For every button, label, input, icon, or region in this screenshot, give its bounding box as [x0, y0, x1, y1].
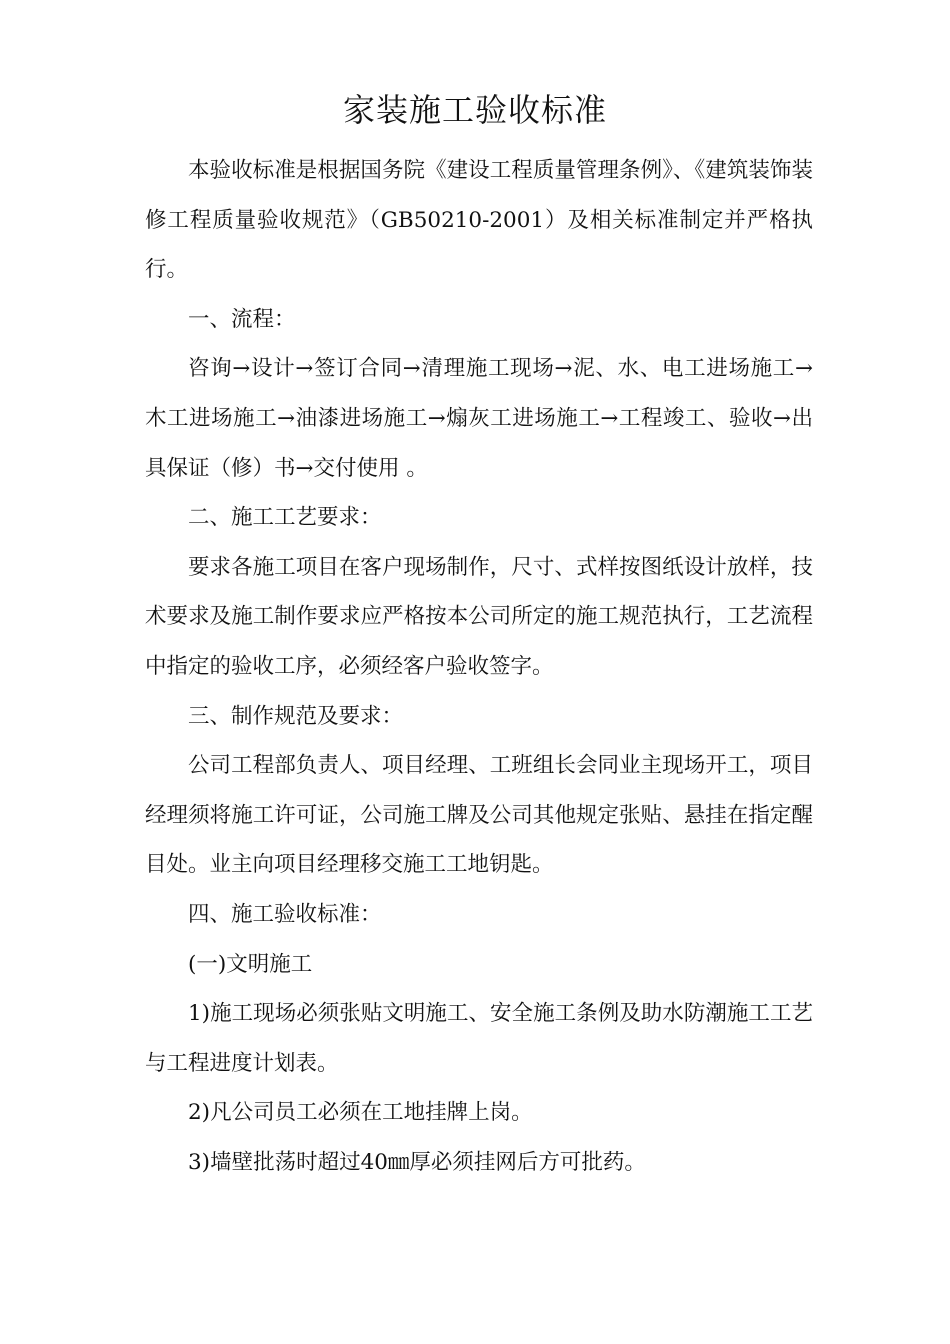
document-title: 家装施工验收标准: [342, 91, 607, 129]
document-body: [145, 146, 813, 1187]
intro-paragraph: 本验收标准是根据国务院《建设工程质量管理条例》、《建筑装饰装修工程质量验收规范》（GB50210-2001）及相关标准制定并严格执行。: [145, 158, 813, 283]
subsection-heading-civilized: (一)文明施工: [188, 951, 313, 977]
craft-paragraph: 要求各施工项目在客户现场制作，尺寸、式样按图纸设计放样，技术要求及施工制作要求应严格按本公司所定的施工规范执行，工艺流程中指定的验收工序，必须经客户验收签字。: [145, 554, 813, 679]
list-item: 3)墙壁批荡时超过40㎜厚必须挂网后方可批药。: [188, 1149, 646, 1175]
list-item: 2)凡公司员工必须在工地挂牌上岗。: [188, 1100, 533, 1126]
list-item: 1)施工现场必须张贴文明施工、安全施工条例及助水防潮施工工艺与工程进度计划表。: [145, 1001, 813, 1076]
section-heading-acceptance: 四、施工验收标准：: [188, 901, 382, 927]
section-heading-specs: 三、制作规范及要求：: [188, 703, 404, 729]
section-heading-craft: 二、施工工艺要求：: [188, 505, 382, 531]
process-paragraph: 咨询→设计→签订合同→清理施工现场→泥、水、电工进场施工→木工进场施工→油漆进场施工→煽灰工进场施工→工程竣工、验收→出具保证（修）书→交付使用 。: [145, 356, 813, 481]
section-heading-process: 一、流程：: [188, 306, 296, 332]
specs-paragraph: 公司工程部负责人、项目经理、工班组长会同业主现场开工，项目经理须将施工许可证，公司施工牌及公司其他规定张贴、悬挂在指定醒目处。业主向项目经理移交施工工地钥匙。: [145, 753, 813, 878]
